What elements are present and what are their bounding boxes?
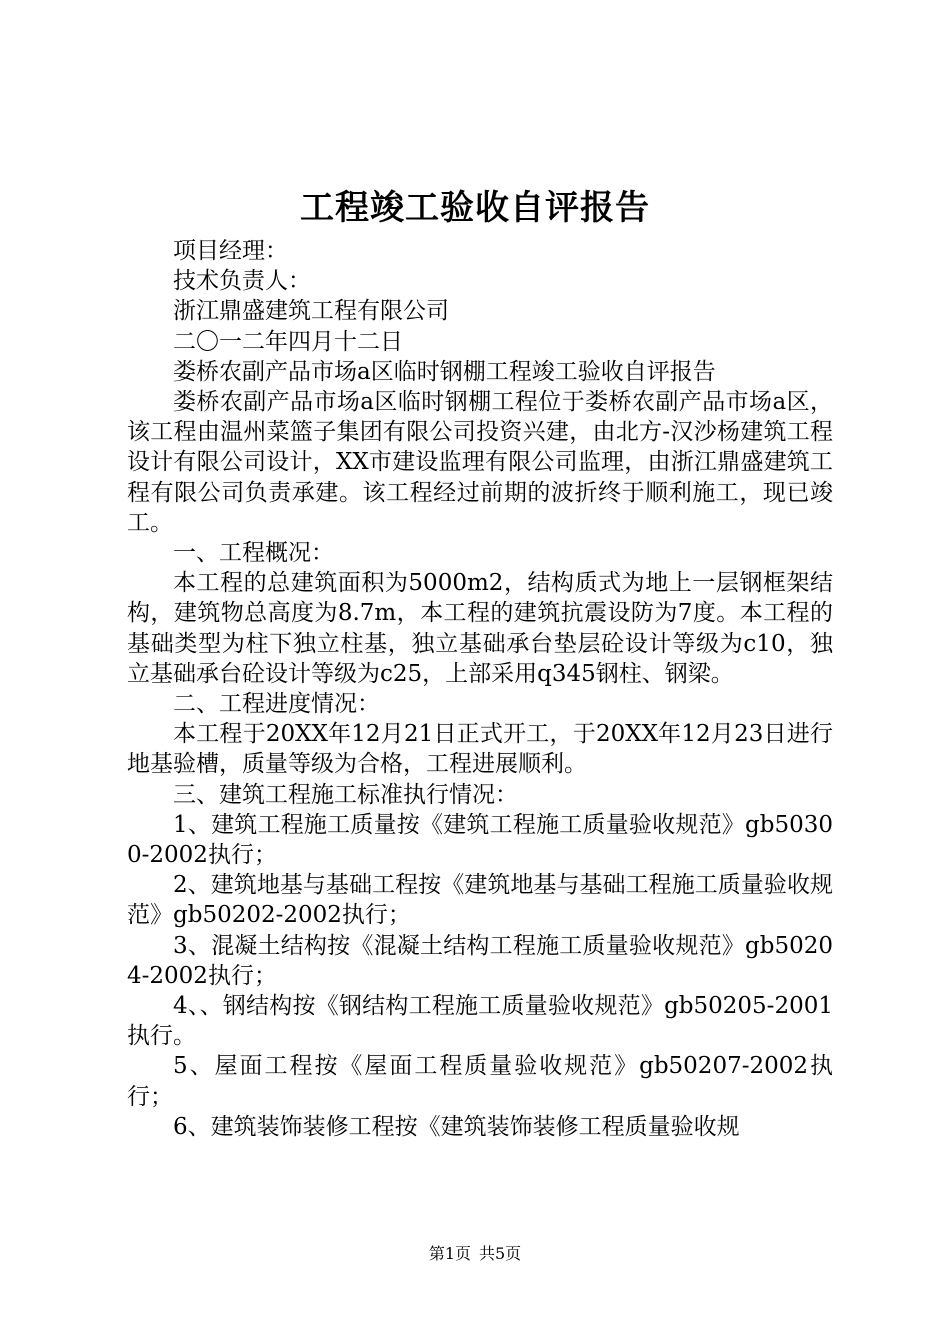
page-footer — [0, 1243, 950, 1265]
page-number: 第1页 — [428, 1244, 471, 1263]
section-heading-progress: 二、工程进度情况： — [173, 691, 380, 718]
project-manager-line: 项目经理： — [173, 238, 288, 264]
standard-item: 6、建筑装饰装修工程按《建筑装饰装修工程质量验收规 — [173, 1113, 740, 1140]
standard-item: 1、建筑工程施工质量按《建筑工程施工质量验收规范》gb50300-2002执行； — [127, 811, 833, 869]
page-total: 共5页 — [479, 1244, 522, 1263]
section-heading-overview: 一、工程概况： — [173, 540, 334, 567]
company-name: 浙江鼎盛建筑工程有限公司 — [173, 298, 449, 325]
progress-paragraph: 本工程于20XX年12月21日正式开工，于20XX年12月23日进行地基验槽，质量等级为合格，工程进展顺利。 — [127, 721, 833, 778]
overview-paragraph: 本工程的总建筑面积为5000m2，结构质式为地上一层钢框架结构，建筑物总高度为8.7m，本工程的建筑抗震设防为7度。本工程的基础类型为柱下独立柱基，独立基础承台垫层砼设计等级为c10，独立基础承台砼设计等级为c25，上部采用q345钢柱、钢梁。 — [127, 570, 833, 687]
report-date: 二〇一二年四月十二日 — [173, 328, 403, 355]
document-title: 工程竣工验收自评报告 — [300, 188, 650, 228]
intro-paragraph: 娄桥农副产品市场a区临时钢棚工程位于娄桥农副产品市场a区，该工程由温州菜篮子集团有限公司投资兴建，由北方-汉沙杨建筑工程设计有限公司设计，XX市建设监理有限公司监理，由浙江鼎盛建筑工程有限公司负责承建。该工程经过前期的波折终于顺利施工，现已竣工。 — [127, 389, 833, 536]
standard-item: 5、屋面工程按《屋面工程质量验收规范》gb50207-2002执行； — [127, 1053, 833, 1110]
standard-item: 4、、钢结构按《钢结构工程施工质量验收规范》gb50205-2001执行。 — [127, 993, 833, 1050]
technical-lead-line: 技术负责人： — [173, 268, 311, 295]
document-body — [127, 236, 833, 1142]
standard-item: 3、混凝土结构按《混凝土结构工程施工质量验收规范》gb50204-2002执行； — [127, 932, 833, 989]
standard-item: 2、建筑地基与基础工程按《建筑地基与基础工程施工质量验收规范》gb50202-2002执行； — [127, 872, 833, 929]
section-heading-standards: 三、建筑工程施工标准执行情况： — [173, 781, 518, 808]
report-subtitle: 娄桥农副产品市场a区临时钢棚工程竣工验收自评报告 — [173, 358, 716, 385]
